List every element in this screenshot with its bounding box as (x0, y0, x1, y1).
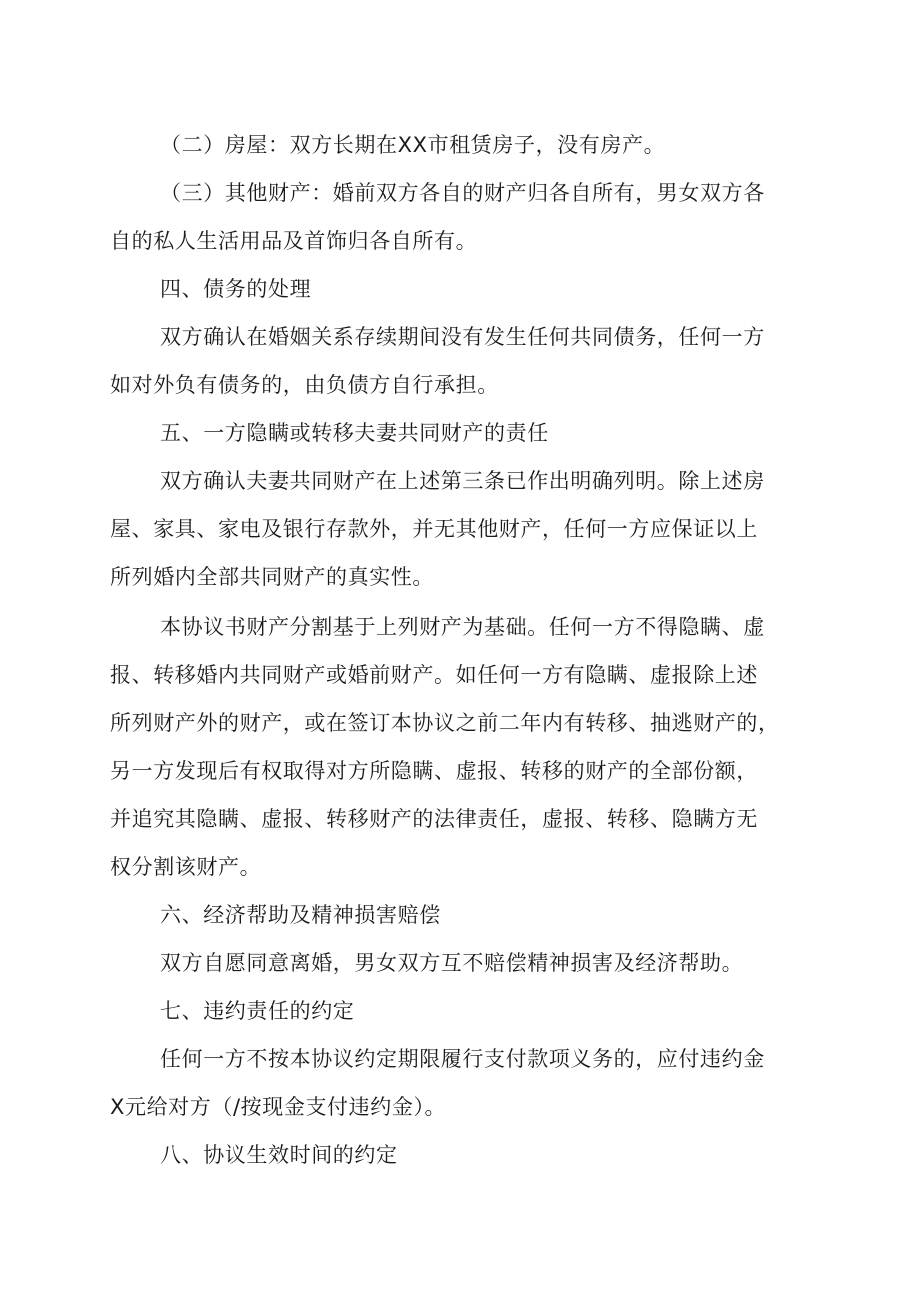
concealment-paragraph-2-line-6: 权分割该财产。 (110, 855, 262, 879)
section-heading-effective-date: 八、协议生效时间的约定 (160, 1143, 398, 1167)
concealment-paragraph-1-line-3: 所列婚内全部共同财产的真实性。 (110, 565, 434, 589)
concealment-paragraph-1-line-1: 双方确认夫妻共同财产在上述第三条已作出明确列明。除上述房 (160, 469, 765, 493)
concealment-paragraph-2-line-1: 本协议书财产分割基于上列财产为基础。任何一方不得隐瞒、虚 (160, 615, 765, 639)
concealment-paragraph-1-line-2: 屋、家具、家电及银行存款外，并无其他财产，任何一方应保证以上 (110, 517, 758, 541)
section-heading-debt: 四、债务的处理 (160, 277, 312, 301)
concealment-paragraph-2-line-2: 报、转移婚内共同财产或婚前财产。如任何一方有隐瞒、虚报除上述 (110, 663, 758, 687)
other-property-clause-line-2: 自的私人生活用品及首饰归各自所有。 (110, 229, 478, 253)
concealment-paragraph-2-line-3: 所列财产外的财产，或在签订本协议之前二年内有转移、抽逃财产的， (110, 711, 780, 735)
section-heading-concealment: 五、一方隐瞒或转移夫妻共同财产的责任 (160, 421, 549, 445)
concealment-paragraph-2-line-5: 并追究其隐瞒、虚报、转移财产的法律责任，虚报、转移、隐瞒方无 (110, 807, 758, 831)
housing-clause: （二）房屋：双方长期在XX市租赁房子，没有房产。 (160, 133, 666, 157)
section-heading-compensation: 六、经济帮助及精神损害赔偿 (160, 903, 441, 927)
other-property-clause-line-1: （三）其他财产：婚前双方各自的财产归各自所有，男女双方各 (160, 181, 765, 205)
section-heading-breach: 七、违约责任的约定 (160, 999, 355, 1023)
debt-paragraph-line-2: 如对外负有债务的，由负债方自行承担。 (110, 373, 499, 397)
compensation-paragraph: 双方自愿同意离婚，男女双方互不赔偿精神损害及经济帮助。 (160, 951, 744, 975)
breach-paragraph-line-1: 任何一方不按本协议约定期限履行支付款项义务的，应付违约金 (160, 1047, 765, 1071)
breach-paragraph-line-2: X元给对方（/按现金支付违约金）。 (110, 1095, 447, 1119)
debt-paragraph-line-1: 双方确认在婚姻关系存续期间没有发生任何共同债务，任何一方 (160, 325, 765, 349)
concealment-paragraph-2-line-4: 另一方发现后有权取得对方所隐瞒、虚报、转移的财产的全部份额， (110, 759, 758, 783)
